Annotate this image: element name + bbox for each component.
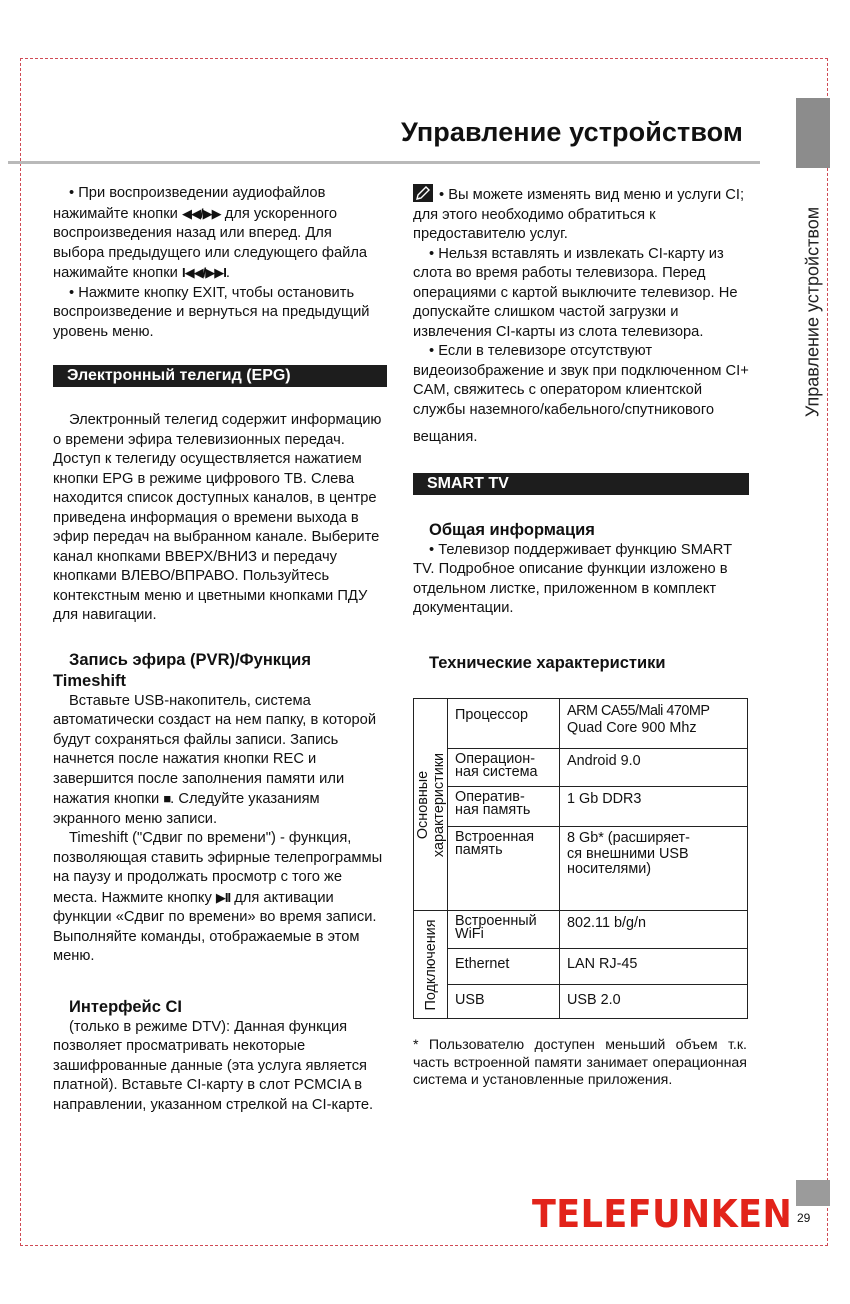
general-paragraph: • Телевизор поддерживает функцию SMART TV. Подробное описание функции изложено в отдельном листке, приложенном в комплект документации. (413, 541, 732, 616)
table-row (414, 949, 748, 985)
play-pause-icon: ▶II (215, 889, 231, 905)
footnote: * Пользователю доступен меньший объем т.к. часть встроенной памяти занимает операционная система и установленные приложения. (413, 1037, 747, 1088)
spec-name (448, 827, 560, 911)
group-main-label (415, 752, 447, 856)
epg-paragraph: Электронный телегид содержит информацию о времени эфира телевизионных передач. Доступ к телегиду осуществляется нажатием кнопки EPG в режиме цифрового ТВ. Слева находится список доступных каналов, в центре приведена информация о времени выхода в эфир передач на выбранном канале. Выберите канал кнопками ВВЕРХ/ВНИЗ и передачу кнопками ВЛЕВО/ВПРАВО. Пользуйтесь контекстным меню и цветными кнопками ПДУ для навигации. (53, 412, 382, 623)
audio-paragraph (53, 184, 387, 284)
spec-value (560, 699, 748, 749)
group-connections (414, 911, 448, 1019)
exit-paragraph: • Нажмите кнопку EXIT, чтобы остановить воспроизведение и вернуться на предыдущий уровень меню. (53, 284, 370, 340)
spec-heading-text: Технические характеристики (429, 653, 666, 672)
group-main-label-1: Основные (414, 770, 431, 839)
spec-name-storage-2: память (455, 842, 503, 858)
note-pencil-icon (413, 184, 433, 202)
smart-tv-heading: SMART TV (413, 473, 749, 495)
table-row (414, 787, 748, 827)
pvr-text-1: Вставьте USB-накопитель, система автоматически создаст на нем папку, в которой будут сохраняться файлы записи. Запись начнется после нажатия кнопки REC и завершится после заполнения памяти или нажатия кнопки (53, 692, 377, 807)
spec-value (560, 749, 748, 787)
epg-heading: Электронный телегид (EPG) (53, 365, 387, 387)
side-label-text: Управление устройством (802, 206, 823, 418)
spec-value-storage-3: носителями) (567, 861, 652, 877)
spec-value-storage-2: ся внешними USB (567, 845, 689, 862)
spec-name (448, 787, 560, 827)
ci-note-3: • Если в телевизоре отсутствуют видеоизображение и звук при подключенном CI+ CAM, свяжитесь с оператором клиентской службы наземного/кабельного/спутникового (413, 343, 749, 418)
page-number-tab (796, 1180, 830, 1206)
prev-next-icon: I◀◀/▶▶I (181, 265, 226, 280)
ci-note-1 (413, 184, 749, 245)
ci-note-2: • Нельзя вставлять и извлекать CI-карту из слота во время работы телевизора. Перед операциями с картой выключите телевизор. Не допускайте слишком частой загрузки и извлечения CI-карты из слота телевизора. (413, 245, 738, 340)
spec-name (448, 985, 560, 1019)
title-divider (8, 161, 760, 164)
table-row (414, 699, 748, 749)
audio-text-1: • При воспроизведении аудиофайлов нажимайте кнопки (53, 185, 326, 222)
spec-value-ram: 1 Gb DDR3 (567, 791, 642, 807)
table-row (414, 911, 748, 949)
page-title: Управление устройством (400, 117, 743, 147)
spec-value-storage-1: 8 Gb* (расширяет- (567, 830, 690, 846)
page-number: 29 (797, 1211, 811, 1225)
spec-value (560, 911, 748, 949)
ffwd-rewind-icon: ◀◀/▶▶ (181, 205, 221, 221)
group-main-label-2: характеристики (430, 752, 447, 857)
pvr-text-2: . Следуйте указаниям экранного меню записи. (53, 791, 320, 827)
timeshift-text-2: для активации функции «Сдвиг по времени» во время записи. Выполняйте команды, отображаемые в этом меню. (53, 889, 377, 964)
ci-heading-text: Интерфейс CI (69, 997, 182, 1016)
pvr-heading (53, 650, 387, 692)
table-row (414, 985, 748, 1019)
timeshift-text-1: Timeshift ("Сдвиг по времени") - функция, позволяющая ставить эфирные телепрограммы на паузу и продолжать просмотр с того же места. Нажмите кнопку (53, 830, 383, 906)
pvr-heading-text: Запись эфира (PVR)/Функция Timeshift (53, 650, 311, 690)
spec-name (448, 749, 560, 787)
pvr-paragraph-1 (53, 692, 387, 830)
side-tab-marker (796, 98, 830, 168)
spec-heading (413, 653, 749, 674)
spec-value (560, 985, 748, 1019)
spec-value (560, 949, 748, 985)
pvr-paragraph-2 (53, 829, 387, 967)
spec-name-os-1: Операцион- (455, 751, 536, 767)
ci-paragraph: (только в режиме DTV): Данная функция позволяет просматривать некоторые зашифрованные данные (эта услуга является платной). Вставьте CI-карту в слот PCMCIA в направлении, указанном стрелкой на CI-карте. (53, 1018, 374, 1113)
spec-name (448, 911, 560, 949)
spec-name-wifi-2: WiFi (455, 926, 484, 942)
spec-value (560, 827, 748, 911)
table-row (414, 749, 748, 787)
spec-value (560, 787, 748, 827)
right-column (413, 184, 749, 674)
general-heading (413, 520, 749, 541)
spec-name-wifi-1: Встроенный (455, 913, 537, 929)
spec-name-storage-1: Встроенная (455, 829, 535, 845)
spec-value-os: Android 9.0 (567, 753, 641, 769)
spec-value-cpu-1: ARM CA55/Mali 470MP (567, 703, 710, 719)
ci-heading (53, 997, 387, 1018)
telefunken-logo: TELEFUNKEN (532, 1192, 793, 1236)
spec-value-usb: USB 2.0 (567, 992, 621, 1008)
stop-icon: ■ (163, 791, 171, 806)
general-heading-text: Общая информация (429, 520, 595, 539)
spec-name-ethernet: Ethernet (455, 956, 510, 972)
left-column (53, 184, 387, 1115)
group-main (414, 699, 448, 911)
group-connections-label: Подключения (422, 918, 439, 1011)
spec-name-ram-2: ная память (455, 802, 531, 818)
spec-name-cpu: Процессор (455, 707, 528, 723)
spec-value-cpu-2: Quad Core 900 Mhz (567, 720, 697, 736)
ci-note-1-text: • Вы можете изменять вид меню и услуги CI; для этого необходимо обратиться к предоставителю услуг. (413, 187, 745, 242)
audio-text-2: для ускоренного воспроизведения назад или вперед. Для выбора предыдущего или следующего файла нажимайте кнопки (53, 205, 368, 281)
spec-name-ram-1: Оператив- (455, 789, 525, 805)
audio-text-end: . (225, 265, 230, 281)
spec-name (448, 949, 560, 985)
ci-note-3-end: вещания. (413, 429, 478, 445)
spec-name (448, 699, 560, 749)
spec-name-os-2: ная система (455, 764, 538, 780)
spec-table (413, 698, 748, 1019)
table-row (414, 827, 748, 911)
spec-name-usb: USB (455, 992, 485, 1008)
spec-value-wifi: 802.11 b/g/n (567, 915, 646, 931)
spec-value-ethernet: LAN RJ-45 (567, 956, 638, 972)
